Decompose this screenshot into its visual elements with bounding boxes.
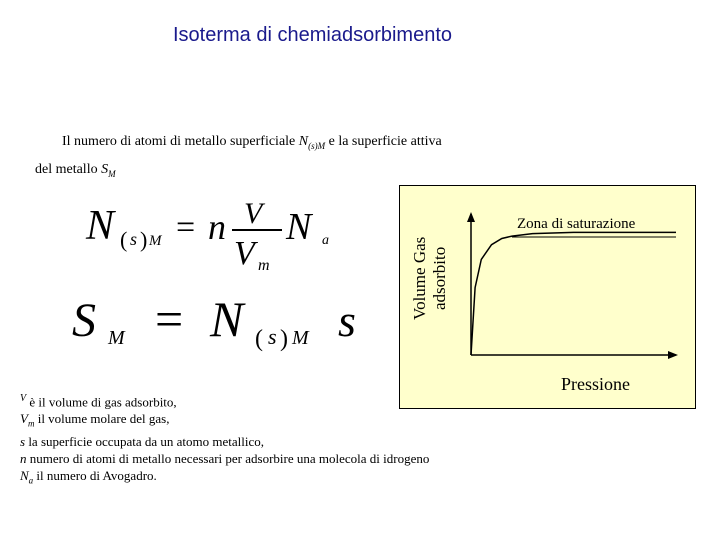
eq1-denominator-sub: m bbox=[258, 257, 270, 274]
equation-1 bbox=[85, 197, 329, 274]
legend-vm-sub: m bbox=[27, 418, 35, 429]
eq2-rhs-sub-m: M bbox=[292, 327, 309, 349]
eq1-lhs-paren-close: ) bbox=[140, 227, 148, 252]
intro-line-2 bbox=[35, 162, 116, 179]
legend-v-text: è il volume di gas adsorbito, bbox=[26, 394, 177, 410]
y-axis-label bbox=[410, 237, 450, 320]
formula-area bbox=[60, 190, 390, 360]
eq1-equals: = bbox=[176, 209, 196, 246]
eq1-na-sub: a bbox=[322, 233, 329, 248]
eq1-lhs-paren-open: ( bbox=[120, 227, 128, 252]
eq1-lhs-sub-m: M bbox=[149, 233, 162, 249]
legend-n-text: numero di atomi di metallo necessari per adsorbire una molecola di idrogeno bbox=[26, 450, 430, 466]
intro-symbol-n-sub: (s)M bbox=[308, 140, 326, 151]
legend-vm bbox=[20, 410, 480, 433]
legend-na-text: il numero di Avogadro. bbox=[33, 467, 157, 483]
legend-na bbox=[20, 467, 480, 490]
intro-symbol-s: S bbox=[101, 162, 109, 177]
eq2-rhs-symbol: N bbox=[210, 291, 244, 347]
eq2-lhs-symbol: S bbox=[72, 294, 96, 347]
intro-text-2: del metallo bbox=[35, 162, 102, 177]
eq2-lhs-sub: M bbox=[108, 327, 125, 349]
eq1-lhs-symbol: N bbox=[86, 203, 115, 249]
y-axis-label-line-2: adsorbito bbox=[430, 246, 449, 311]
saturation-zone-label: Zona di saturazione bbox=[517, 216, 636, 232]
legend-vm-symbol: V bbox=[20, 411, 28, 427]
intro-symbol-s-sub: M bbox=[108, 168, 116, 179]
x-axis-label: Pressione bbox=[561, 374, 630, 394]
intro-symbol-n: N bbox=[298, 134, 309, 149]
eq1-lhs-sub-s: s bbox=[130, 229, 138, 249]
legend-s bbox=[20, 433, 480, 450]
eq2-rhs-paren-close: ) bbox=[280, 326, 288, 352]
legend-na-sub: a bbox=[28, 475, 34, 486]
eq2-rhs-sub-s: s bbox=[268, 324, 277, 349]
eq1-denominator: V bbox=[234, 235, 255, 272]
eq1-n: n bbox=[208, 207, 226, 247]
legend-v-symbol: V bbox=[20, 393, 27, 404]
eq2-equals: = bbox=[155, 291, 184, 347]
eq2-rhs-paren-open: ( bbox=[255, 326, 263, 352]
legend-n-symbol: n bbox=[20, 450, 27, 466]
equation-2 bbox=[72, 291, 356, 352]
legend-n bbox=[20, 450, 480, 467]
legend-s-text: la superficie occupata da un atomo metallico, bbox=[25, 433, 265, 449]
y-axis-label-line-1: Volume Gas bbox=[410, 236, 429, 320]
eq1-numerator: V bbox=[244, 197, 263, 230]
intro-line-1 bbox=[62, 134, 442, 151]
eq1-na-symbol: N bbox=[286, 206, 312, 248]
slide-title: Isoterma di chemiadsorbimento bbox=[173, 24, 453, 46]
intro-text: Il numero di atomi di metallo superficiale bbox=[62, 134, 299, 149]
eq2-s: s bbox=[338, 295, 356, 346]
legend-na-symbol: N bbox=[20, 467, 29, 483]
intro-text-suffix: e la superficie attiva bbox=[325, 134, 442, 149]
legend-s-symbol: s bbox=[20, 433, 26, 449]
legend-vm-text: il volume molare del gas, bbox=[34, 411, 170, 427]
